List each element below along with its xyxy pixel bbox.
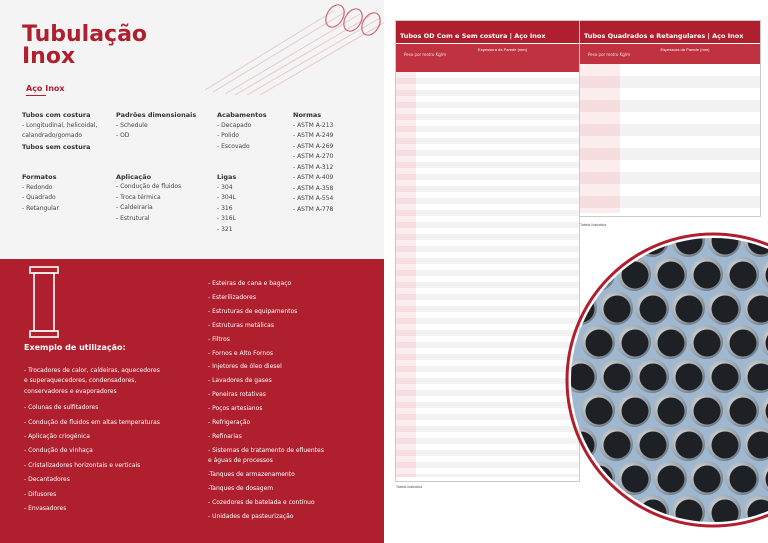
table-footnote: Tabela ilustrativa	[580, 223, 607, 227]
usage-item: - Refrigeração	[208, 419, 251, 427]
list-item: - 316L	[217, 215, 236, 222]
usage-item: - Refinarias	[208, 432, 242, 440]
usage-item: -Tanques de dosagem	[208, 485, 274, 493]
pipe-bore	[676, 364, 703, 391]
table-header-label: Espessura da Parede (mm)	[478, 47, 527, 52]
list-item: - ASTM A-269	[293, 142, 334, 150]
column-costura	[22, 110, 117, 214]
pipe-bore	[730, 398, 757, 425]
usage-item: - Aplicação criogênica	[24, 433, 90, 441]
list-item: - ASTM A-778	[293, 205, 334, 213]
title-line-1: Tubulação	[22, 22, 148, 47]
table-footnote: Tabela ilustrativa	[396, 485, 423, 489]
pipe-bore	[586, 330, 613, 357]
list-item: - 316	[217, 204, 233, 212]
square-tubes-table	[579, 20, 761, 217]
pipe-bore	[712, 432, 739, 459]
table-unit: Peso por metro Kg/m	[588, 52, 631, 57]
table-title: Tubos OD Com e Sem costura | Aço Inox	[400, 32, 546, 40]
usage-item: - Injetores de óleo diesel	[208, 363, 282, 371]
list-item: - Decapado	[217, 121, 252, 129]
usage-item: e superaquecedores, condensadores,	[24, 377, 137, 385]
pipe-icon	[26, 265, 62, 339]
column-normas	[293, 110, 373, 215]
list-item: - Condução de fluidos	[116, 183, 182, 190]
pipe-bore	[676, 296, 703, 323]
usage-item: - Condução de vinhaça	[24, 447, 93, 455]
table-body	[580, 64, 760, 213]
pipe-bore	[568, 500, 595, 527]
usage-panel	[0, 259, 384, 543]
table-header-label: Espessura da Parede (mm)	[660, 47, 710, 52]
pipe-bore	[568, 364, 595, 391]
usage-item: - Sistemas de tratamento de efluentes	[208, 446, 324, 454]
title-line-2: Inox	[22, 44, 76, 69]
list-item: - ASTM A-409	[293, 174, 334, 181]
pipe-bore	[604, 432, 631, 459]
pipe-bore	[640, 296, 667, 323]
pipe-bore	[712, 364, 739, 391]
usage-item: - Peneiras rotativas	[208, 391, 266, 399]
pipe-bore	[622, 466, 649, 493]
list-item: - Redondo	[22, 183, 53, 191]
usage-item: conservadores e evaporadores	[24, 387, 117, 395]
pipe-end	[599, 230, 633, 257]
pipe-bore	[730, 466, 757, 493]
pipe-bore	[622, 330, 649, 357]
list-item: - OD	[116, 132, 130, 139]
list-item: - ASTM A-554	[293, 195, 334, 202]
pipe-bore	[694, 262, 721, 289]
list-item: - Troca térmica	[116, 193, 161, 201]
usage-item: - Poços artesianos	[208, 405, 263, 413]
list-item: - ASTM A-213	[293, 121, 334, 129]
pipe-bore	[658, 398, 685, 425]
usage-item: -Tanques de armazenamento	[208, 471, 295, 479]
table-unit: Peso por metro Kg/m	[404, 52, 447, 57]
subtitle: Aço Inox	[26, 84, 65, 93]
usage-heading: Exemplo de utilização:	[24, 343, 126, 352]
pipe-end	[581, 461, 615, 495]
column-heading: Aplicação	[116, 172, 152, 181]
list-item: calandrado/gomado	[22, 132, 83, 139]
list-item: - Retangular	[22, 204, 59, 212]
pipe-bore	[604, 500, 631, 527]
od-tubes-table	[395, 20, 580, 482]
list-item: - Polido	[217, 132, 239, 139]
pipe-end	[581, 257, 615, 291]
pipe-bore	[658, 466, 685, 493]
pipe-bore	[604, 230, 631, 255]
pipe-bore	[568, 230, 595, 255]
pipes-illustration	[185, 0, 384, 95]
column-heading: Padrões dimensionais	[116, 111, 197, 119]
usage-item: - Difusores	[24, 490, 57, 498]
list-item: - 304L	[217, 194, 236, 201]
usage-item: - Cristalizadores horizontais e verticais	[24, 461, 141, 469]
column-heading: Tubos sem costura	[22, 142, 91, 151]
column-acabamentos	[217, 110, 292, 235]
table-title: Tubos Quadrados e Retangulares | Aço Inox	[584, 32, 744, 40]
column-heading: Tubos com costura	[22, 111, 91, 119]
pipe-bore	[730, 262, 757, 289]
usage-list-right	[208, 279, 378, 522]
column-heading: Ligas	[217, 173, 237, 181]
usage-item: - Envasadores	[24, 505, 67, 513]
pipe-bore	[622, 262, 649, 289]
usage-item: - Decantadores	[24, 476, 70, 484]
page-title	[22, 24, 147, 68]
pipe-bore	[604, 364, 631, 391]
list-item: - Caldeiraria	[116, 204, 153, 211]
pipe-bore	[640, 432, 667, 459]
list-item: - Schedule	[116, 121, 148, 129]
pipe-end	[565, 230, 597, 257]
usage-item: - Colunas de sulfitadores	[24, 404, 99, 412]
pipe-bore	[694, 398, 721, 425]
pipe-bore	[658, 262, 685, 289]
pipe-bore	[712, 296, 739, 323]
usage-item: - Condução de fluidos em altas temperaturas	[24, 418, 160, 426]
list-item: - ASTM A-270	[293, 153, 334, 160]
table-body	[396, 72, 579, 477]
list-item: - Quadrado	[22, 194, 56, 201]
pipe-bore	[586, 262, 613, 289]
pipes-photo	[565, 230, 768, 535]
usage-item: - Estruturas metálicas	[208, 321, 274, 329]
pipe-bore	[712, 500, 739, 527]
usage-item: e águas de processos	[208, 457, 273, 465]
usage-item: - Trocadores de calor, caldeiras, aquecedores	[24, 367, 160, 374]
list-item: - Longitudinal, helicoidal,	[22, 121, 98, 129]
usage-list-left	[24, 366, 204, 514]
pipe-bore	[730, 330, 757, 357]
list-item: - Estrutural	[116, 214, 150, 222]
usage-item: - Unidades de pasteurização	[208, 512, 294, 520]
subtitle-underline	[26, 95, 46, 96]
usage-item: - Esterilizadores	[208, 293, 256, 301]
column-heading: Acabamentos	[217, 111, 267, 119]
usage-item: - Esteiras de cana e bagaço	[208, 280, 292, 287]
pipe-bore	[622, 398, 649, 425]
column-padroes	[116, 110, 216, 224]
usage-item: - Lavadores de gases	[208, 377, 272, 385]
pipe-bore	[658, 330, 685, 357]
usage-item: - Filtros	[208, 335, 230, 343]
list-item: - ASTM A-312	[293, 163, 334, 171]
pipe-bore	[694, 330, 721, 357]
list-item: - 304	[217, 183, 233, 191]
list-item: - ASTM A-358	[293, 184, 334, 192]
column-heading: Formatos	[22, 173, 57, 181]
list-item: - Escovado	[217, 142, 250, 150]
pipe-bore	[676, 432, 703, 459]
pipe-bore	[640, 364, 667, 391]
usage-item: - Cozedores de batelada e contínuo	[208, 499, 315, 506]
pipe-bore	[604, 296, 631, 323]
list-item: - ASTM A-249	[293, 132, 334, 139]
usage-item: - Fornos e Alto Fornos	[208, 349, 274, 357]
pipe-bore	[694, 466, 721, 493]
usage-item: - Estruturas de equipamentos	[208, 307, 298, 315]
list-item: - 321	[217, 225, 233, 233]
column-heading: Normas	[293, 111, 322, 119]
pipe-end	[565, 495, 597, 529]
pipe-bore	[586, 398, 613, 425]
